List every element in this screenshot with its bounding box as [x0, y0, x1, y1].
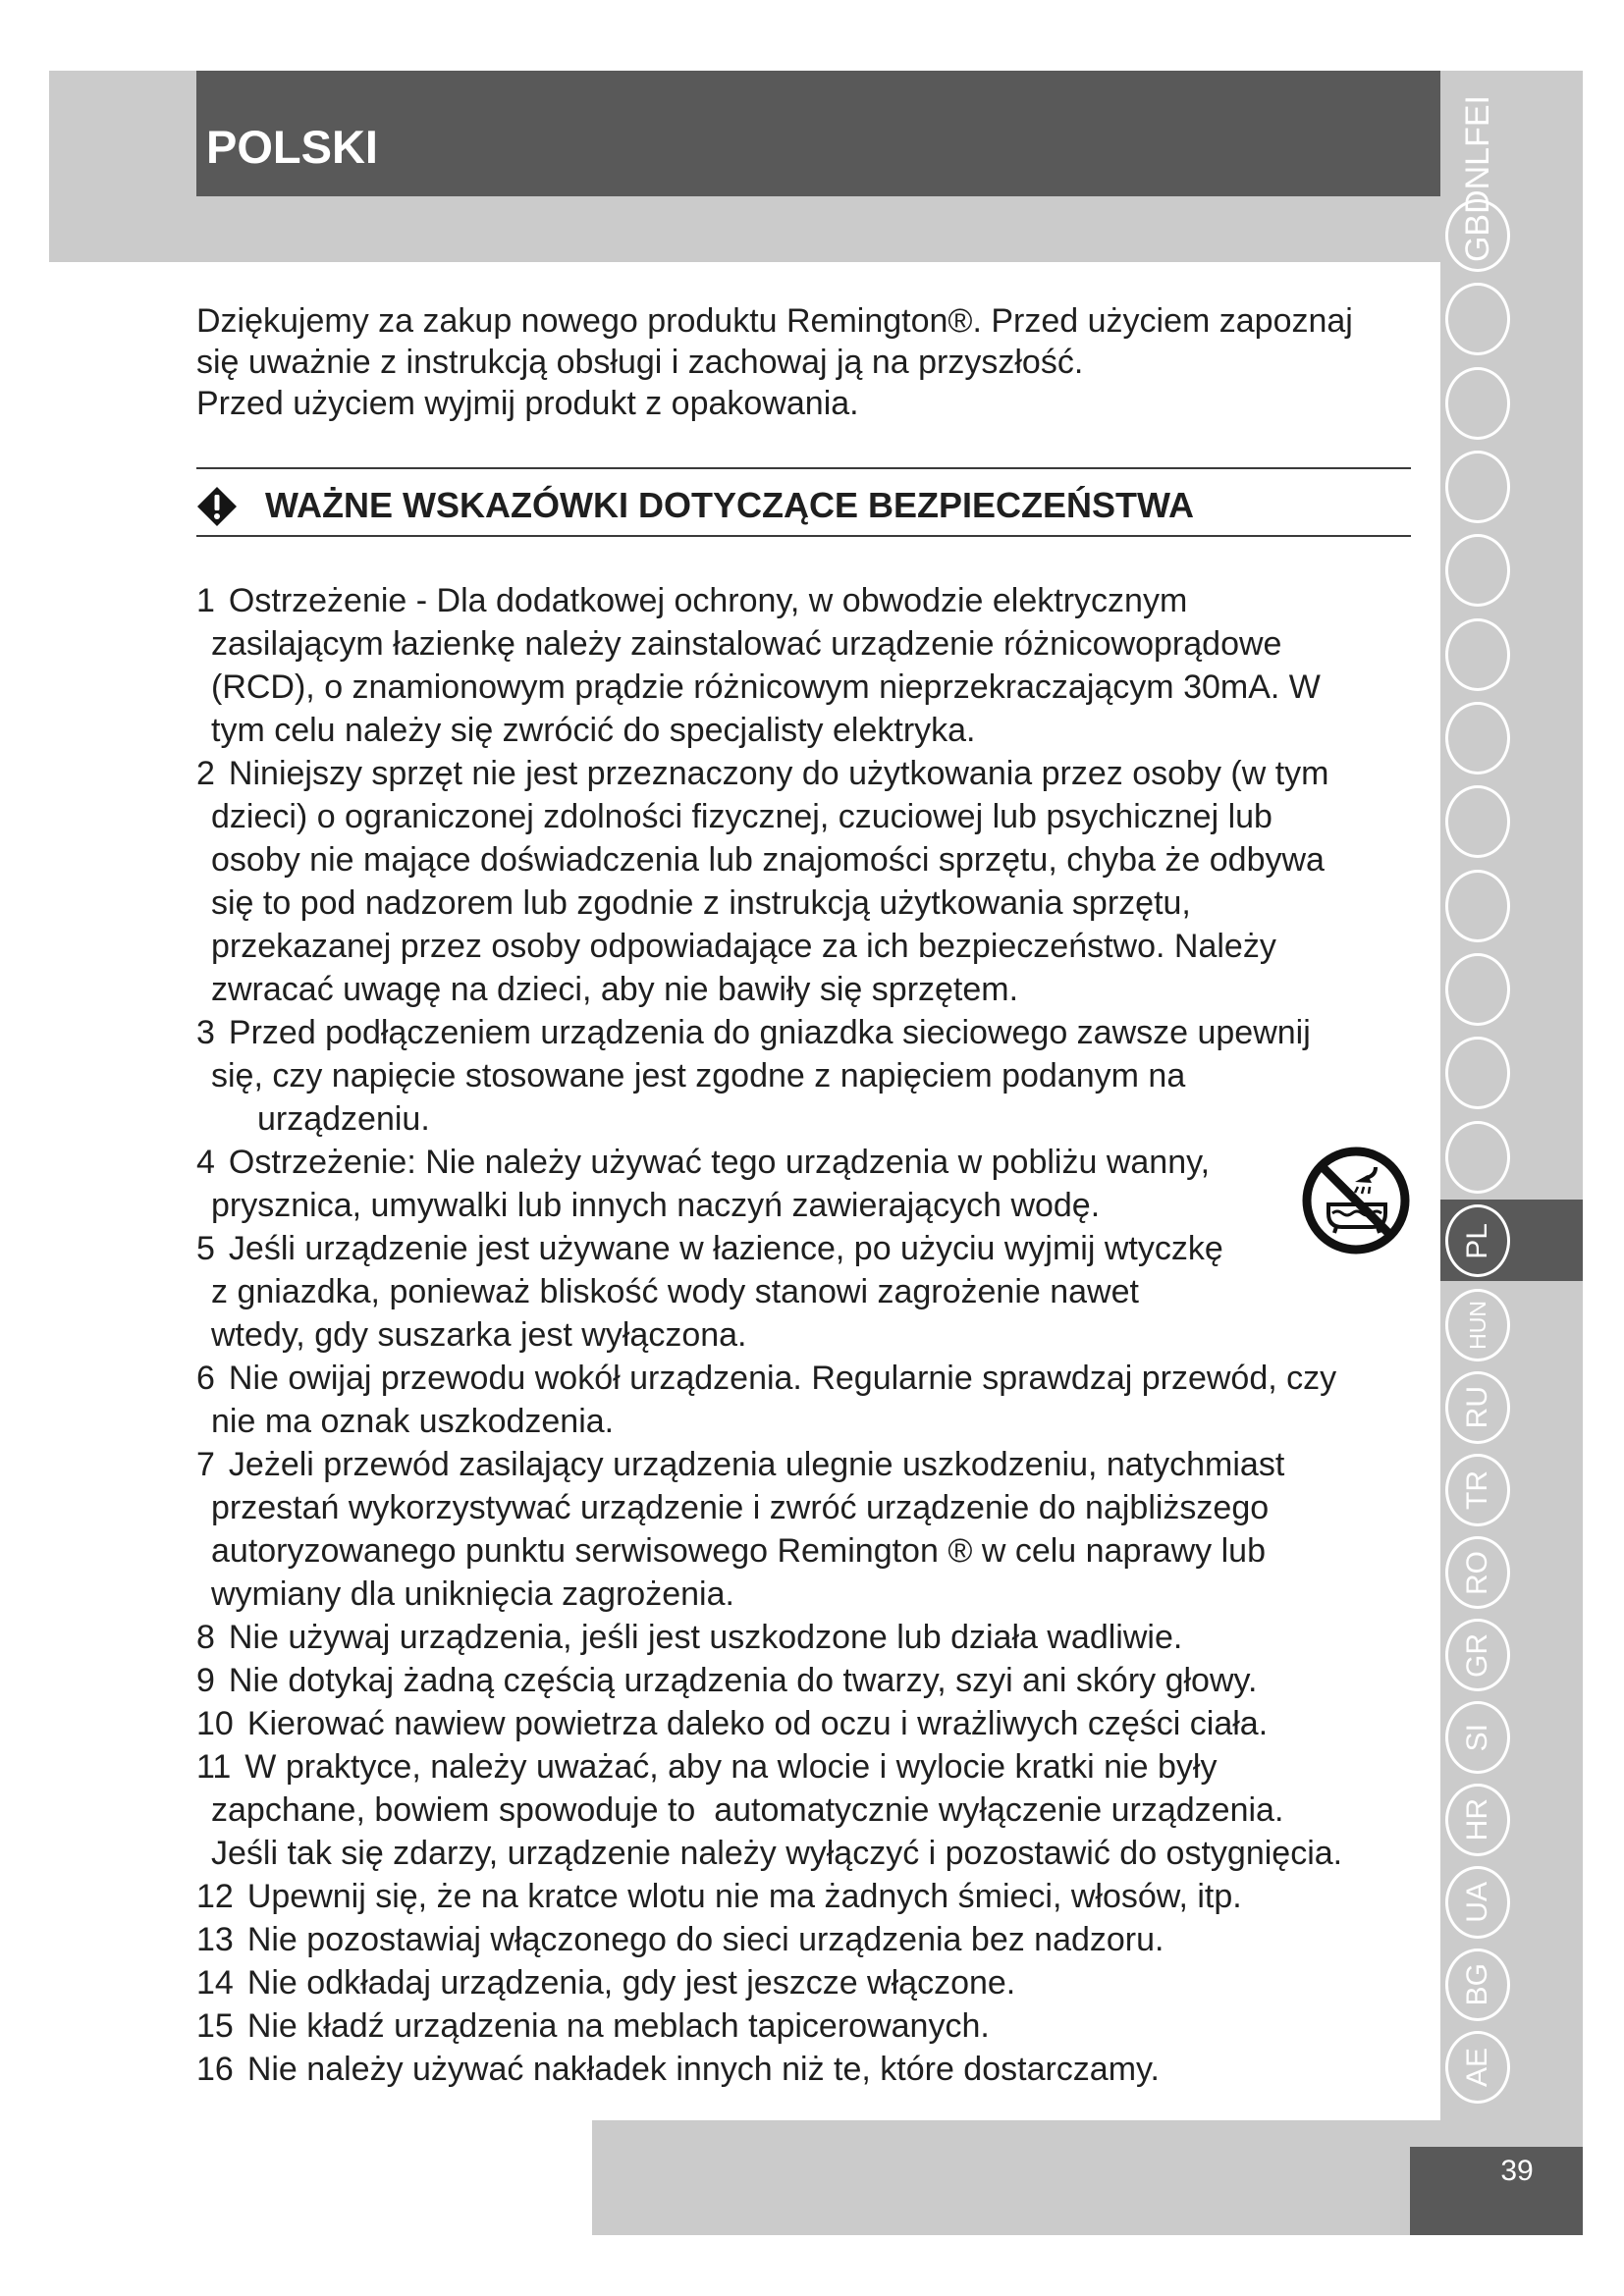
safety-item-13 [196, 1918, 1342, 1961]
safety-item-4 [196, 1141, 1342, 1227]
item-number: 16 [196, 2051, 234, 2088]
item-number: 11 [196, 1748, 232, 1786]
language-tab [1445, 1454, 1510, 1526]
language-tab-label: RU [1461, 1386, 1493, 1429]
item-number: 1 [196, 582, 215, 619]
language-tab-circle [1445, 283, 1510, 355]
item-text-line: z gniazdka, ponieważ bliskość wody stanowi zagrożenie nawet [211, 1273, 1139, 1310]
language-tab [1445, 1371, 1510, 1444]
no-bath-icon [1301, 1146, 1411, 1255]
page-number: 39 [1500, 2155, 1534, 2187]
safety-item-14 [196, 1961, 1342, 2004]
item-text-line: Jeżeli przewód zasilający urządzenia ulegnie uszkodzeniu, natychmiast [228, 1446, 1285, 1483]
language-tab [1445, 1949, 1510, 2021]
item-number: 12 [196, 1878, 234, 1915]
item-text-line: Jeśli urządzenie jest używane w łazience, po użyciu wyjmij wtyczkę [228, 1230, 1223, 1267]
item-text-line: Nie pozostawiaj włączonego do sieci urządzenia bez nadzoru. [246, 1921, 1164, 1958]
safety-item-7 [196, 1443, 1342, 1616]
item-text-line: nie ma oznak uszkodzenia. [211, 1403, 615, 1440]
language-tab-circle [1445, 870, 1510, 942]
item-number: 4 [196, 1144, 215, 1181]
language-tab-circle [1445, 199, 1510, 272]
language-tab-circle [1445, 451, 1510, 523]
item-first-line [196, 1141, 1342, 1184]
language-tab-label: UA [1461, 1882, 1493, 1923]
language-tab [1445, 1536, 1510, 1609]
intro-line: Dziękujemy za zakup nowego produktu Remington®. Przed użyciem zapoznaj [196, 302, 1353, 340]
item-first-line [196, 1357, 1342, 1400]
item-text-line: urządzeniu. [257, 1100, 430, 1138]
language-tab [1445, 1784, 1510, 1856]
item-text-line: Nie dotykaj żadną częścią urządzenia do twarzy, szyi ani skóry głowy. [228, 1662, 1258, 1699]
safety-item-5 [196, 1227, 1342, 1357]
item-text-line: tym celu należy się zwrócić do specjalisty elektryka. [211, 712, 976, 749]
item-number: 15 [196, 2007, 234, 2045]
language-tab-circle [1445, 367, 1510, 440]
language-tabs-top-text: GBDNLFEI [1459, 94, 1496, 262]
item-number: 9 [196, 1662, 215, 1699]
item-first-line [196, 1443, 1342, 1486]
language-tab [1445, 1289, 1510, 1362]
language-tab-circle [1445, 534, 1510, 607]
safety-item-10 [196, 1702, 1342, 1745]
item-number: 8 [196, 1619, 215, 1656]
safety-list [196, 579, 1342, 2091]
item-first-line [196, 1659, 1342, 1702]
item-text-line: zwracać uwagę na dzieci, aby nie bawiły się sprzętem. [211, 971, 1019, 1008]
safety-item-9 [196, 1659, 1342, 1702]
item-text-line: Nie owijaj przewodu wokół urządzenia. Regularnie sprawdzaj przewód, czy [228, 1360, 1337, 1397]
language-tab-label: BG [1461, 1963, 1493, 2006]
item-first-line [196, 1616, 1342, 1659]
item-first-line [196, 2048, 1342, 2091]
language-tab-label: HR [1461, 1798, 1493, 1842]
language-tab-circle [1445, 618, 1510, 691]
item-first-line [196, 752, 1342, 795]
safety-item-1 [196, 579, 1342, 752]
item-first-line [196, 579, 1342, 622]
item-text-line: Niniejszy sprzęt nie jest przeznaczony do użytkowania przez osoby (w tym [228, 755, 1329, 792]
language-tab-label: HUN [1464, 1301, 1490, 1350]
language-tab-label: RO [1461, 1550, 1493, 1595]
item-first-line [196, 2004, 1342, 2048]
safety-item-6 [196, 1357, 1342, 1443]
item-text-line: się, czy napięcie stosowane jest zgodne z napięciem podanym na [211, 1057, 1186, 1095]
item-text-line: Kierować nawiew powietrza daleko od oczu i wrażliwych części ciała. [246, 1705, 1269, 1742]
item-text-line: Ostrzeżenie: Nie należy używać tego urządzenia w pobliżu wanny, [228, 1144, 1211, 1181]
language-tab-label: AE [1461, 2047, 1493, 2088]
item-first-line [196, 1227, 1342, 1270]
item-text-line: dzieci) o ograniczonej zdolności fizycznej, czuciowej lub psychicznej lub [211, 798, 1272, 835]
item-number: 3 [196, 1014, 215, 1051]
language-tab-circle [1445, 953, 1510, 1026]
item-first-line [196, 1918, 1342, 1961]
item-number: 14 [196, 1964, 234, 2002]
item-first-line [196, 1961, 1342, 2004]
language-tab [1445, 1866, 1510, 1939]
item-text-line: się to pod nadzorem lub zgodnie z instrukcją użytkowania sprzętu, [211, 884, 1191, 922]
language-tab-active [1445, 1204, 1510, 1277]
item-text-line: przestań wykorzystywać urządzenie i zwróć urządzenie do najbliższego [211, 1489, 1270, 1526]
language-tab [1445, 1619, 1510, 1691]
item-number: 2 [196, 755, 215, 792]
safety-item-2 [196, 752, 1342, 1011]
item-number: 6 [196, 1360, 215, 1397]
item-text-line: zapchane, bowiem spowoduje to automatycznie wyłączenie urządzenia. [211, 1791, 1284, 1829]
safety-heading: WAŻNE WSKAZÓWKI DOTYCZĄCE BEZPIECZEŃSTWA [265, 485, 1194, 525]
item-first-line [196, 1011, 1342, 1054]
title-box [196, 71, 1440, 196]
safety-item-3 [196, 1011, 1342, 1141]
item-number: 5 [196, 1230, 215, 1267]
item-text-line: Upewnij się, że na kratce wlotu nie ma żadnych śmieci, włosów, itp. [246, 1878, 1242, 1915]
item-text-line: osoby nie mające doświadczenia lub znajomości sprzętu, chyba że odbywa [211, 841, 1325, 879]
item-text-line: przekazanej przez osoby odpowiadające za ich bezpieczeństwo. Należy [211, 928, 1276, 965]
language-tab-circle [1445, 1037, 1510, 1109]
safety-item-16 [196, 2048, 1342, 2091]
item-text-line: Nie odkładaj urządzenia, gdy jest jeszcze włączone. [246, 1964, 1016, 2002]
item-text-line: wymiany dla uniknięcia zagrożenia. [211, 1575, 734, 1613]
intro-line: Przed użyciem wyjmij produkt z opakowania. [196, 385, 859, 422]
language-tab-label: TR [1461, 1470, 1493, 1510]
item-number: 7 [196, 1446, 215, 1483]
item-number: 13 [196, 1921, 234, 1958]
warning-diamond-icon [196, 486, 238, 527]
item-text-line: Ostrzeżenie - Dla dodatkowej ochrony, w obwodzie elektrycznym [228, 582, 1188, 619]
item-text-line: Nie używaj urządzenia, jeśli jest uszkodzone lub działa wadliwie. [228, 1619, 1183, 1656]
heading-rule-top [196, 467, 1411, 469]
item-text-line: Przed podłączeniem urządzenia do gniazdka sieciowego zawsze upewnij [228, 1014, 1311, 1051]
item-first-line [196, 1745, 1342, 1789]
item-text-line: prysznica, umywalki lub innych naczyń zawierających wodę. [211, 1187, 1101, 1224]
item-text-line: Jeśli tak się zdarzy, urządzenie należy wyłączyć i pozostawić do ostygnięcia. [211, 1835, 1343, 1872]
safety-item-15 [196, 2004, 1342, 2048]
safety-item-12 [196, 1875, 1342, 1918]
safety-item-11 [196, 1745, 1342, 1875]
heading-rule-bottom [196, 535, 1411, 537]
item-text-line: Nie należy używać nakładek innych niż te, które dostarczamy. [246, 2051, 1160, 2088]
language-tab-label: SI [1461, 1723, 1493, 1752]
item-text-line: Nie kładź urządzenia na meblach tapicerowanych. [246, 2007, 990, 2045]
item-first-line [196, 1875, 1342, 1918]
intro-paragraph [196, 300, 1353, 424]
language-tab [1445, 1701, 1510, 1774]
item-number: 10 [196, 1705, 234, 1742]
language-tab-label: GR [1461, 1632, 1493, 1678]
intro-line: się uważnie z instrukcją obsługi i zachowaj ją na przyszłość. [196, 344, 1084, 381]
language-tab [1445, 2031, 1510, 2104]
language-tab-label: PL [1461, 1222, 1493, 1259]
item-text-line: (RCD), o znamionowym prądzie różnicowym nieprzekraczającym 30mA. W [211, 668, 1321, 706]
item-first-line [196, 1702, 1342, 1745]
language-tab-circle [1445, 785, 1510, 858]
language-tab-circle [1445, 702, 1510, 774]
item-text-line: W praktyce, należy uważać, aby na wlocie i wylocie kratki nie były [244, 1748, 1218, 1786]
item-text-line: zasilającym łazienkę należy zainstalować urządzenie różnicowoprądowe [211, 625, 1282, 663]
safety-item-8 [196, 1616, 1342, 1659]
item-text-line: autoryzowanego punktu serwisowego Remington ® w celu naprawy lub [211, 1532, 1266, 1570]
item-text-line: wtedy, gdy suszarka jest wyłączona. [211, 1316, 747, 1354]
language-tab-circle [1445, 1121, 1510, 1194]
page-title: POLSKI [206, 121, 378, 173]
page-number-box [1410, 2147, 1583, 2235]
